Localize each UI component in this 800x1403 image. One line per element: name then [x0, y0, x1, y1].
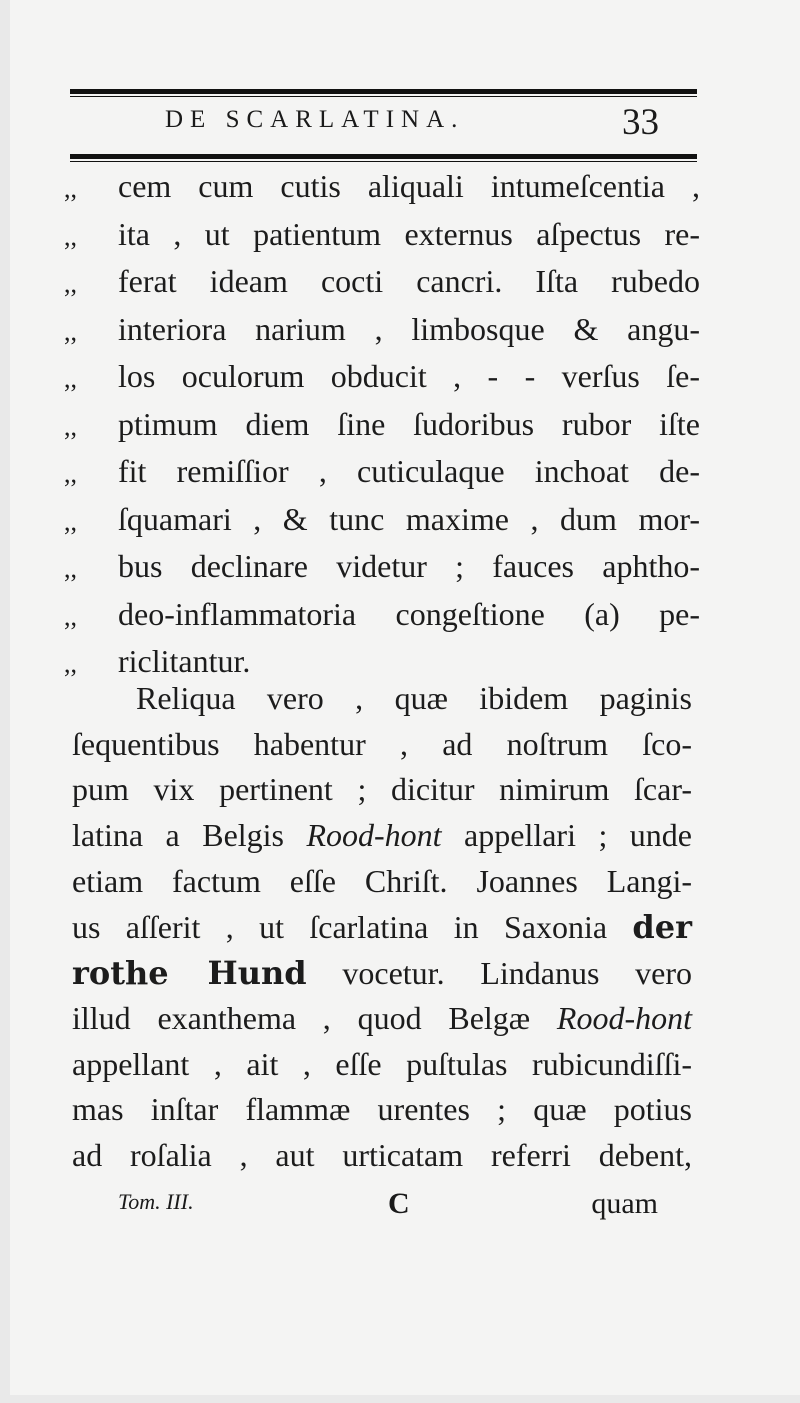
quote-mark: ,,	[64, 554, 77, 583]
quote-mark: ,,	[64, 411, 77, 441]
quote-text: ita , ut patientum externus aſpectus re-	[118, 215, 700, 252]
body-line	[72, 908, 692, 954]
italic-term: Rood-hont	[556, 999, 692, 1036]
quote-text: interiora narium , limbosque & angu-	[118, 310, 700, 347]
quote-mark: ,,	[64, 174, 77, 203]
body-line	[72, 1000, 692, 1046]
quote-text: cem cum cutis aliquali intumeſcentia ,	[118, 168, 700, 204]
quote-mark: ,,	[64, 364, 77, 393]
body-line: etiam factum eſſe Chriſt. Joannes Langi-	[72, 862, 692, 899]
header-rule-bottom-thin	[70, 161, 697, 162]
quote-text: ptimum diem ſine ſudoribus rubor iſte	[118, 405, 700, 442]
quote-mark: ,,	[64, 269, 77, 298]
body-line: Reliqua vero , quæ ibidem paginis	[136, 680, 692, 716]
body-paragraph	[72, 680, 692, 1183]
quote-line	[60, 548, 700, 596]
volume-mark: Tom. III.	[118, 1189, 194, 1214]
quote-line	[60, 263, 700, 311]
quote-line	[60, 358, 700, 406]
body-text: illud exanthema , quod Belgæ	[72, 999, 557, 1036]
italic-term: Rood-hont	[306, 817, 442, 854]
quote-mark: ,,	[64, 459, 77, 488]
header-rule-top-thin	[70, 96, 697, 97]
quote-text: riclitantur.	[118, 643, 251, 679]
body-line: ad roſalia , aut urticatam referri debent,	[72, 1136, 692, 1173]
quote-text: bus declinare videtur ; fauces aphtho-	[118, 548, 700, 584]
blackletter-term: der	[632, 908, 692, 947]
body-text: vocetur. Lindanus vero	[306, 955, 693, 992]
body-line: pum vix pertinent ; dicitur nimirum ſcar-	[72, 771, 692, 808]
quote-text: fit remiſſior , cuticulaque inchoat de-	[118, 453, 700, 489]
blackletter-term: rothe Hund	[72, 954, 307, 993]
body-line	[72, 817, 692, 863]
running-title: DE SCARLATINA.	[165, 106, 465, 133]
body-line: appellant , ait , eſſe puſtulas rubicundiſſi-	[72, 1045, 692, 1082]
quote-line	[60, 216, 700, 264]
body-line: mas inſtar flammæ urentes ; quæ potius	[72, 1091, 692, 1128]
quote-line	[60, 453, 700, 501]
body-line	[72, 954, 692, 1000]
quote-line	[60, 501, 700, 549]
body-line: ſequentibus habentur , ad noſtrum ſco-	[72, 725, 692, 762]
body-text: us aſſerit , ut ſcarlatina in Saxonia	[72, 909, 633, 946]
page-footer	[118, 1187, 658, 1227]
header-rule-top	[70, 89, 697, 94]
quote-text: deo-inflammatoria congeſtione (a) pe-	[118, 595, 700, 632]
quote-mark: ,,	[64, 221, 77, 251]
quote-text: los oculorum obducit , - - verſus ſe-	[118, 358, 700, 394]
quote-mark: ,,	[64, 316, 77, 346]
signature-mark: C	[388, 1187, 410, 1220]
quoted-passage	[60, 168, 700, 691]
quote-mark: ,,	[64, 649, 77, 678]
quote-mark: ,,	[64, 506, 77, 536]
quote-text: ſquamari , & tunc maxime , dum mor-	[118, 500, 700, 537]
quote-text: ferat ideam cocti cancri. Iſta rubedo	[118, 263, 700, 299]
body-text: appellari ; unde	[441, 817, 692, 854]
body-text: latina a Belgis	[72, 817, 307, 854]
quote-line	[60, 311, 700, 359]
page-number: 33	[622, 102, 659, 143]
header-rule-bottom	[70, 154, 697, 159]
quote-line	[60, 596, 700, 644]
quote-line	[60, 168, 700, 216]
catchword: quam	[591, 1187, 658, 1220]
quote-mark: ,,	[64, 601, 77, 631]
quote-line	[60, 406, 700, 454]
